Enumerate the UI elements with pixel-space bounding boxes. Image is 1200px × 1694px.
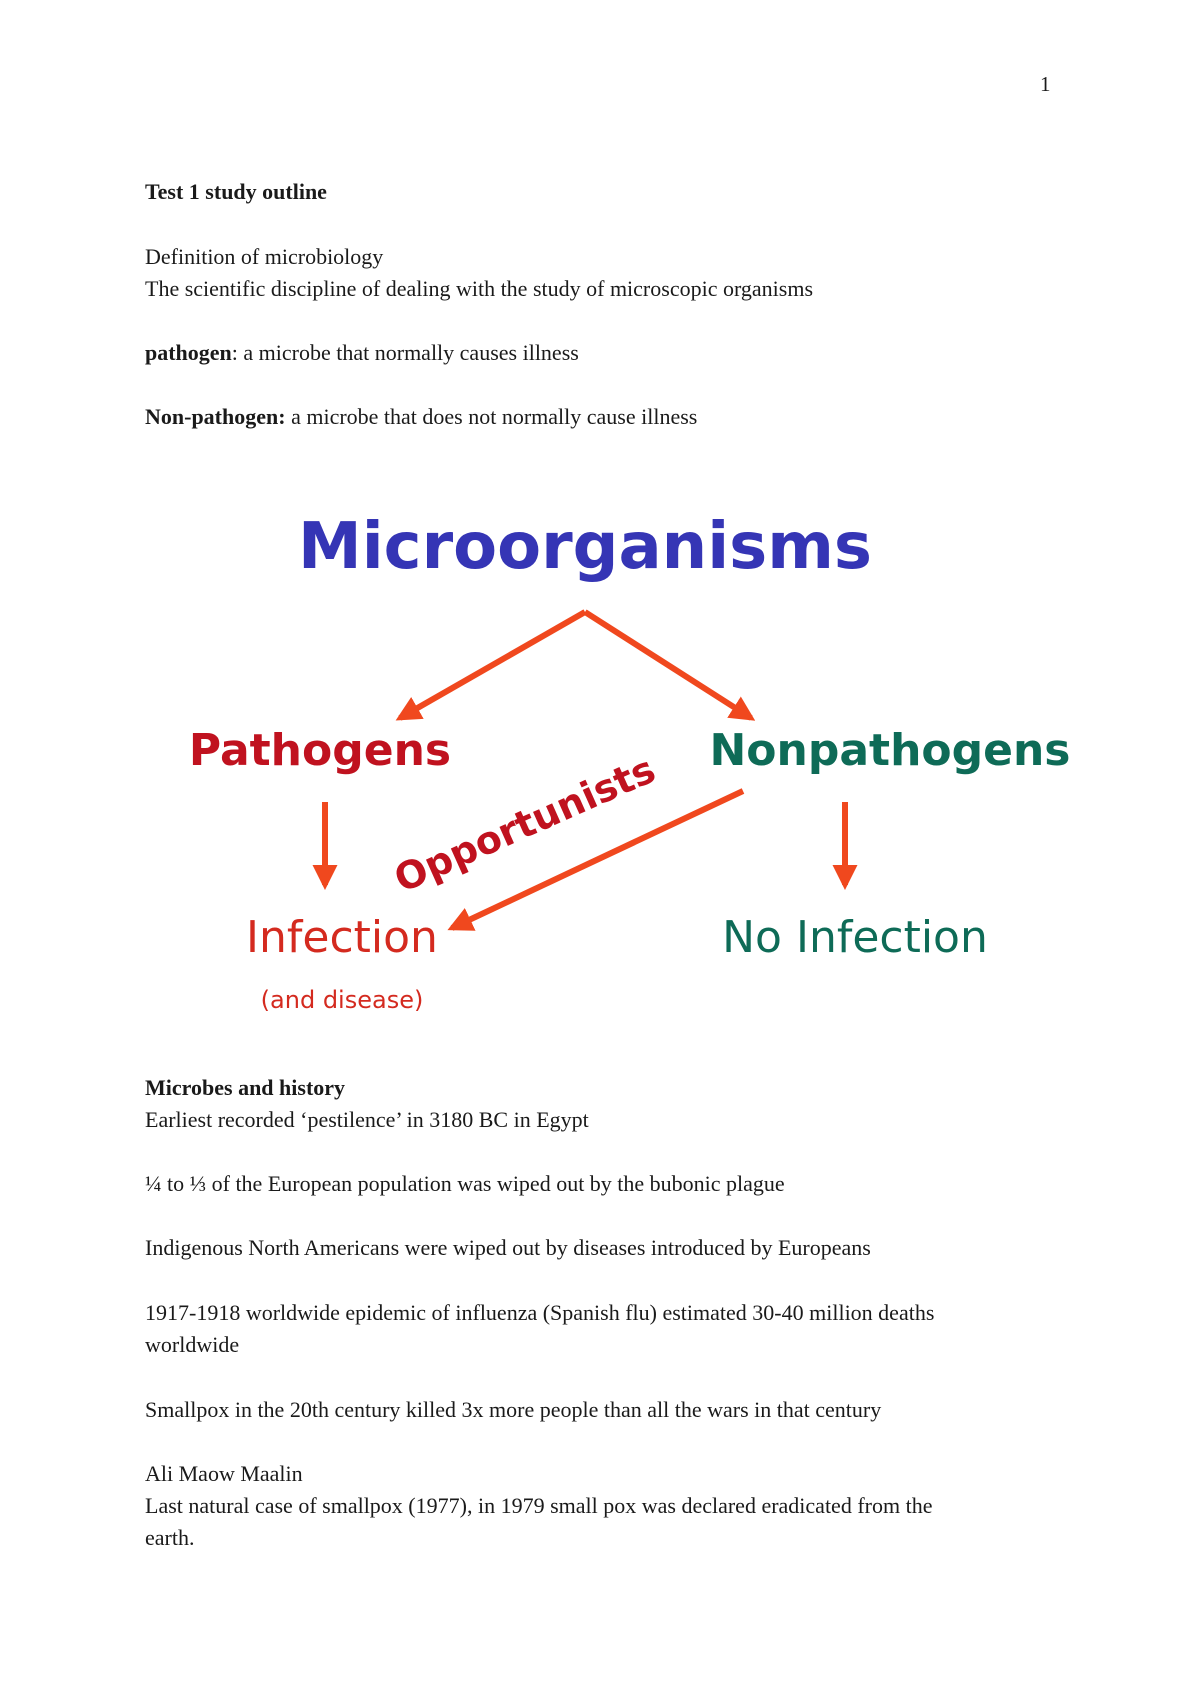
diagram-canvas xyxy=(180,500,1080,1040)
history-item: Indigenous North Americans were wiped out by diseases introduced by Europeans xyxy=(145,1235,871,1260)
page-title: Test 1 study outline xyxy=(145,179,327,204)
pathogen-text: : a microbe that normally causes illness xyxy=(231,340,579,365)
arrow-to-nonpathogens xyxy=(585,612,751,718)
diagram-infection-label: Infection xyxy=(246,912,438,963)
history-item: Smallpox in the 20th century killed 3x more people than all the wars in that century xyxy=(145,1397,882,1422)
microbiology-heading: Definition of microbiology xyxy=(145,244,384,269)
nonpathogen-text: a microbe that does not normally cause illness xyxy=(285,404,698,429)
diagram-nonpathogens-label: Nonpathogens xyxy=(709,725,1071,776)
history-item: Ali Maow Maalin xyxy=(145,1461,303,1486)
history-item: worldwide xyxy=(145,1332,240,1357)
history-item: 1917-1918 worldwide epidemic of influenza (Spanish flu) estimated 30-40 million deaths xyxy=(145,1300,935,1325)
history-item: earth. xyxy=(145,1525,195,1550)
diagram-infection-note: (and disease) xyxy=(260,986,424,1014)
microbiology-definition: The scientific discipline of dealing with the study of microscopic organisms xyxy=(145,276,814,301)
history-item: Last natural case of smallpox (1977), in 1979 small pox was declared eradicated from the xyxy=(145,1493,933,1518)
page-number: 1 xyxy=(1040,72,1051,96)
diagram-pathogens-label: Pathogens xyxy=(188,725,452,776)
diagram-root-label: Microorganisms xyxy=(298,510,872,584)
nonpathogen-definition xyxy=(145,401,697,433)
pathogen-definition xyxy=(145,337,579,369)
history-item: ¼ to ⅓ of the European population was wiped out by the bubonic plague xyxy=(145,1171,785,1196)
microorganisms-diagram xyxy=(180,500,1080,1040)
arrow-to-pathogens xyxy=(400,612,585,718)
pathogen-term: pathogen xyxy=(145,340,232,365)
history-heading: Microbes and history xyxy=(145,1075,346,1100)
diagram-opportunists-label: Opportunists xyxy=(387,747,662,902)
history-item: Earliest recorded ‘pestilence’ in 3180 BC in Egypt xyxy=(145,1107,589,1132)
nonpathogen-term: Non-pathogen: xyxy=(145,404,286,429)
diagram-no-infection-label: No Infection xyxy=(722,912,988,963)
